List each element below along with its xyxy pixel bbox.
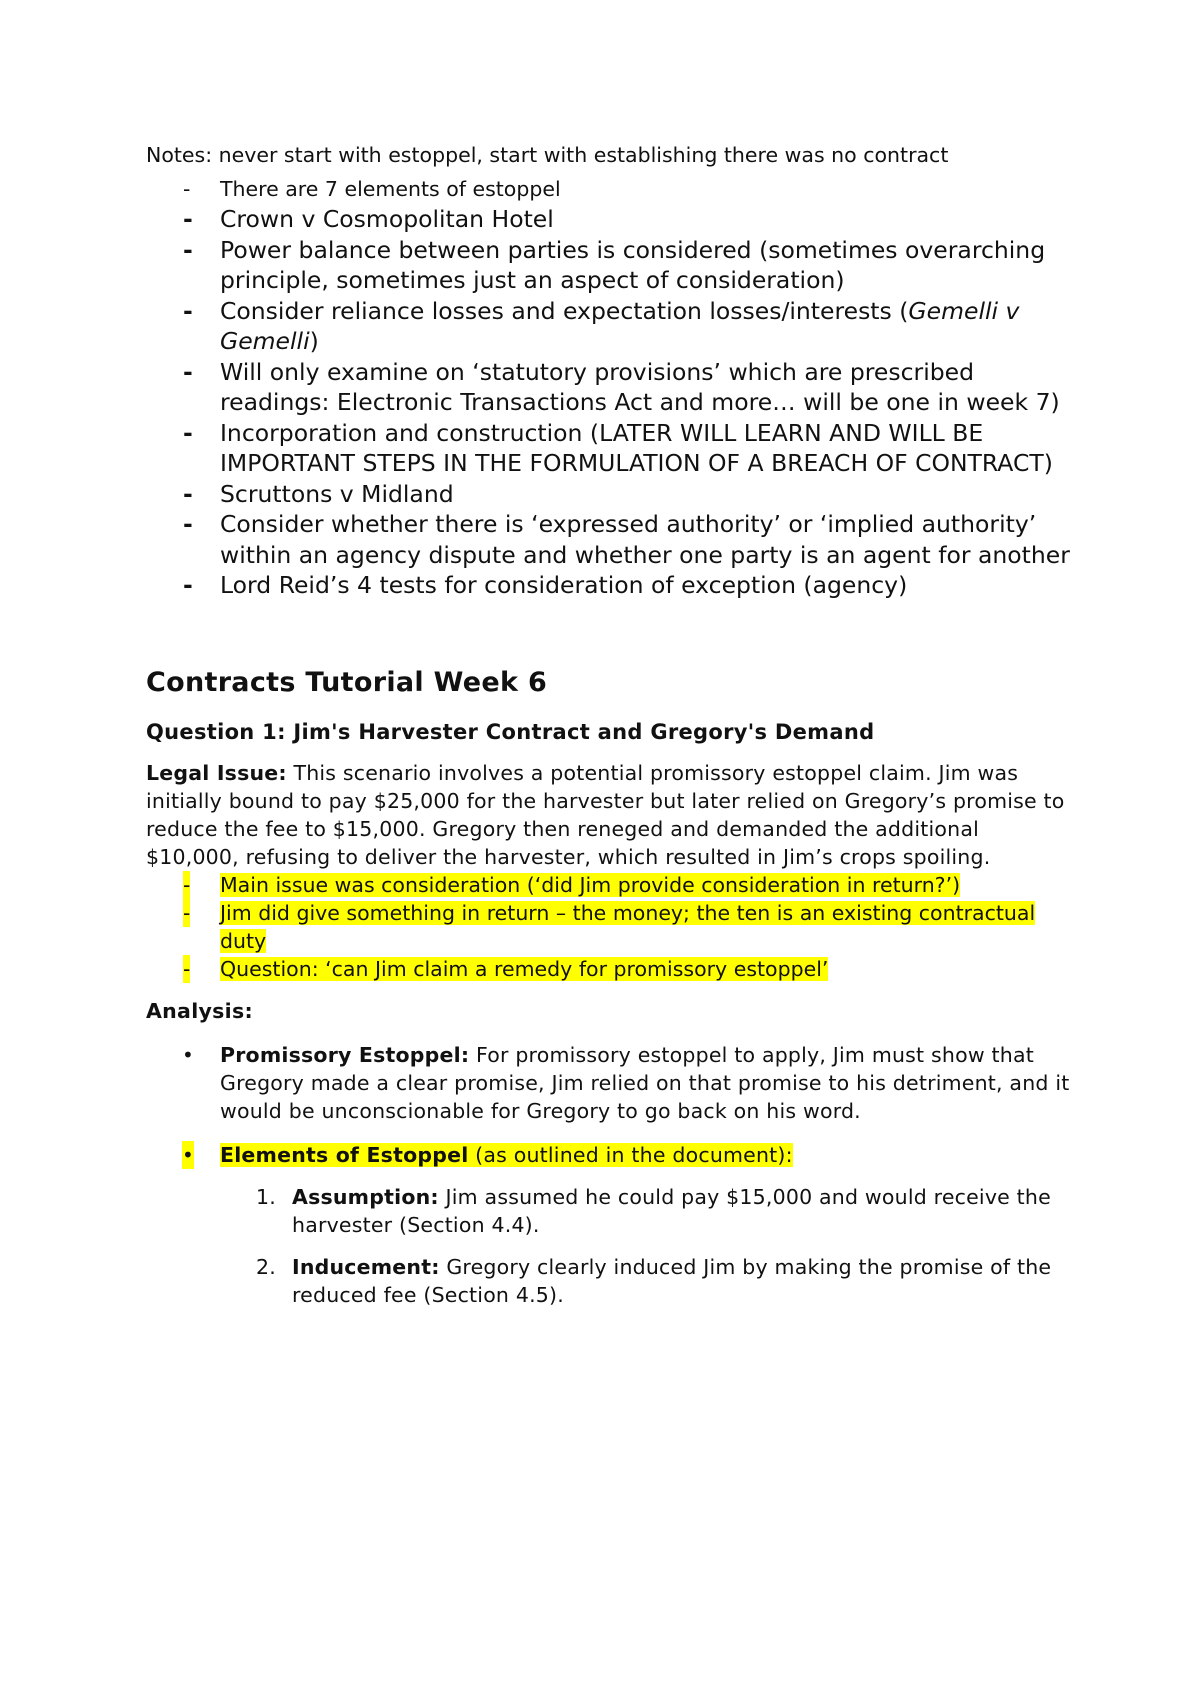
element-number: 1. [256, 1184, 276, 1209]
dash-bullet: - [183, 357, 193, 386]
dash-bullet: - [183, 571, 193, 599]
notes-intro: Notes: never start with estoppel, start with establishing there was no contract [146, 143, 949, 167]
notes-list [146, 174, 1076, 601]
highlighted-point [146, 899, 1076, 955]
notes-item-text: Scruttons v Midland [220, 479, 454, 508]
notes-item [146, 296, 1076, 357]
dash-bullet: - [183, 177, 191, 201]
dash-bullet: - [183, 872, 191, 897]
notes-item-text: Consider whether there is ‘expressed authority’ or ‘implied authority’ within an agency dispute and whether one party is an agent for another [220, 510, 1070, 569]
notes-item [146, 357, 1076, 418]
notes-item-text: Consider reliance losses and expectation losses/interests ( [220, 296, 909, 325]
document-title: Contracts Tutorial Week 6 [146, 666, 548, 698]
estoppel-elements-list [146, 1183, 1076, 1309]
case-name-italic: Gemelli v Gemelli [220, 296, 1020, 355]
dash-bullet: - [183, 296, 193, 325]
bullet-dot: • [182, 1142, 194, 1167]
notes-item-text: Incorporation and construction (LATER WILL LEARN AND WILL BE IMPORTANT STEPS IN THE FORMULATION OF A BREACH OF CONTRACT) [220, 418, 1053, 477]
notes-item [146, 204, 1076, 235]
highlighted-points-list [146, 871, 1076, 983]
notes-item-text: Will only examine on ‘statutory provisions’ which are prescribed readings: Electronic Transactions Act and more… will be one in week 7) [220, 357, 1060, 416]
notes-item [146, 479, 1076, 510]
legal-issue-paragraph [146, 759, 1076, 871]
dash-bullet: - [183, 235, 193, 264]
highlighted-point-text: Main issue was consideration (‘did Jim provide consideration in return?’) [220, 872, 961, 897]
analysis-bullet-text: (as outlined in the document): [468, 1142, 793, 1167]
analysis-bullets [146, 1041, 1076, 1169]
highlighted-point-text: Jim did give something in return – the money; the ten is an existing contractual duty [220, 900, 1036, 953]
bullet-dot: • [182, 1042, 194, 1067]
notes-item-text: Crown v Cosmopolitan Hotel [220, 205, 554, 233]
notes-item [146, 418, 1076, 479]
legal-issue-text: This scenario involves a potential promissory estoppel claim. Jim was initially bound to pay $25,000 for the harvester but later relied on Gregory’s promise to reduce the fee to $15,000. Gregory then reneged and demanded the additional $10,000, refusing to deliver the harvester, which resulted in Jim’s crops spoiling. [146, 760, 1065, 869]
dash-bullet: - [183, 418, 193, 447]
highlighted-point-text: Question: ‘can Jim claim a remedy for promissory estoppel’ [220, 956, 829, 981]
dash-bullet: - [183, 956, 191, 981]
notes-item [146, 174, 1076, 204]
estoppel-element [146, 1183, 1076, 1239]
dash-bullet: - [183, 205, 193, 233]
element-text: Jim assumed he could pay $15,000 and would receive the harvester (Section 4.4). [292, 1184, 1051, 1237]
notes-item [146, 509, 1076, 570]
dash-bullet: - [183, 479, 193, 508]
question-heading: Question 1: Jim's Harvester Contract and Gregory's Demand [146, 719, 875, 744]
analysis-bullet [146, 1041, 1076, 1125]
analysis-heading: Analysis: [146, 998, 254, 1023]
element-label: Inducement: [292, 1254, 440, 1279]
notes-item-text: Lord Reid’s 4 tests for consideration of exception (agency) [220, 571, 908, 599]
element-text: Gregory clearly induced Jim by making the promise of the reduced fee (Section 4.5). [292, 1254, 1052, 1307]
notes-item-text: There are 7 elements of estoppel [220, 177, 561, 201]
highlighted-point [146, 871, 1076, 899]
analysis-bullet [146, 1141, 1076, 1169]
notes-item-text-end: ) [309, 327, 319, 355]
analysis-bullet-label: Promissory Estoppel: [220, 1042, 470, 1067]
element-number: 2. [256, 1254, 276, 1279]
notes-item [146, 235, 1076, 296]
notes-item-text: Power balance between parties is considered (sometimes overarching principle, sometimes just an aspect of consideration) [220, 235, 1046, 294]
notes-item [146, 570, 1076, 601]
analysis-bullet-label: Elements of Estoppel [220, 1142, 469, 1167]
element-label: Assumption: [292, 1184, 439, 1209]
dash-bullet: - [183, 900, 191, 925]
estoppel-element [146, 1253, 1076, 1309]
analysis-bullet-text: For promissory estoppel to apply, Jim must show that Gregory made a clear promise, Jim relied on that promise to his detriment, and it would be unconscionable for Gregory to go back on his word. [220, 1042, 1070, 1123]
legal-issue-label: Legal Issue: [146, 760, 287, 785]
document-content [146, 140, 1076, 1309]
dash-bullet: - [183, 510, 193, 538]
highlighted-point [146, 955, 1076, 983]
